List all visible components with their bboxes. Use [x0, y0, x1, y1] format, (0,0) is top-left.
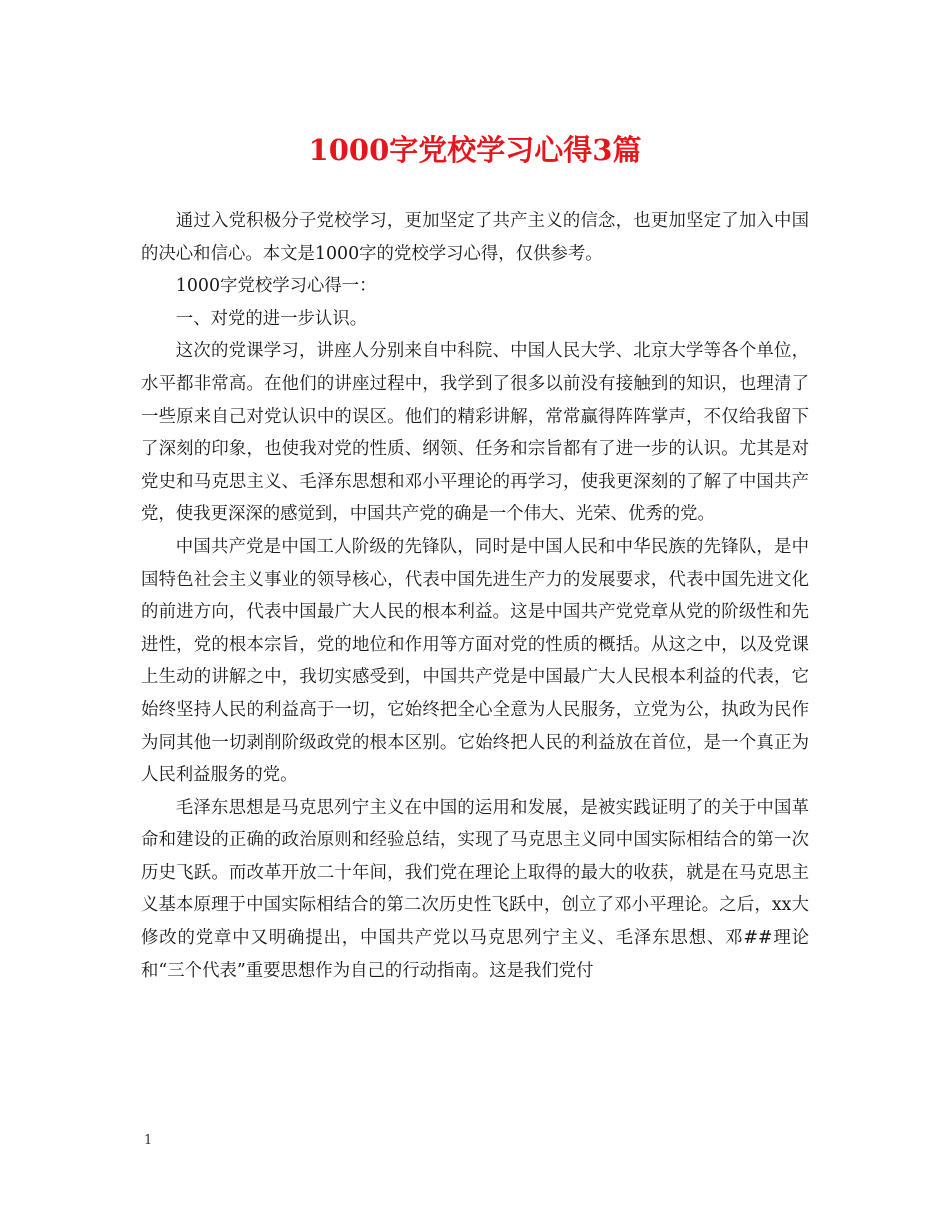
document-body	[141, 205, 809, 987]
page-number: 1	[144, 1133, 153, 1148]
paragraph-section-heading: 1000字党校学习心得一：	[175, 276, 377, 297]
document-title: 1000字党校学习心得3篇	[308, 133, 642, 167]
paragraph-lecture: 这次的党课学习，讲座人分别来自中科院、中国人民大学、北京大学等各个单位，水平都非常高。在他们的讲座过程中，我学到了很多以前没有接触到的知识，也理清了一些原来自己对党认识中的误区。他们的精彩讲解，常常赢得阵阵掌声，不仅给我留下了深刻的印象，也使我对党的性质、纲领、任务和宗旨都有了进一步的认识。尤其是对党史和马克思主义、毛泽东思想和邓小平理论的再学习，使我更深刻的了解了中国共产党，使我更深深的感觉到，中国共产党的确是一个伟大、光荣、优秀的党。	[141, 341, 809, 525]
paragraph-mao-thought: 毛泽东思想是马克思列宁主义在中国的运用和发展，是被实践证明了的关于中国革命和建设的正确的政治原则和经验总结，实现了马克思主义同中国实际相结合的第一次历史飞跃。而改革开放二十年间，我们党在理论上取得的最大的收获，就是在马克思主义基本原理于中国实际相结合的第二次历史性飞跃中，创立了邓小平理论。之后，xx大修改的党章中又明确提出，中国共产党以马克思列宁主义、毛泽东思想、邓##理论和“三个代表”重要思想作为自己的行动指南。这是我们党付	[141, 797, 809, 981]
paragraph-subheading: 一、对党的进一步认识。	[175, 308, 368, 329]
paragraph-intro: 通过入党积极分子党校学习，更加坚定了共产主义的信念，也更加坚定了加入中国的决心和信心。本文是1000字的党校学习心得，仅供参考。	[141, 211, 809, 264]
paragraph-party-nature: 中国共产党是中国工人阶级的先锋队，同时是中国人民和中华民族的先锋队，是中国特色社会主义事业的领导核心，代表中国先进生产力的发展要求，代表中国先进文化的前进方向，代表中国最广大人民的根本利益。这是中国共产党党章从党的阶级性和先进性，党的根本宗旨，党的地位和作用等方面对党的性质的概括。从这之中，以及党课上生动的讲解之中，我切实感受到，中国共产党是中国最广大人民根本利益的代表，它始终坚持人民的利益高于一切，它始终把全心全意为人民服务，立党为公，执政为民作为同其他一切剥削阶级政党的根本区别。它始终把人民的利益放在首位，是一个真正为人民利益服务的党。	[141, 536, 809, 786]
